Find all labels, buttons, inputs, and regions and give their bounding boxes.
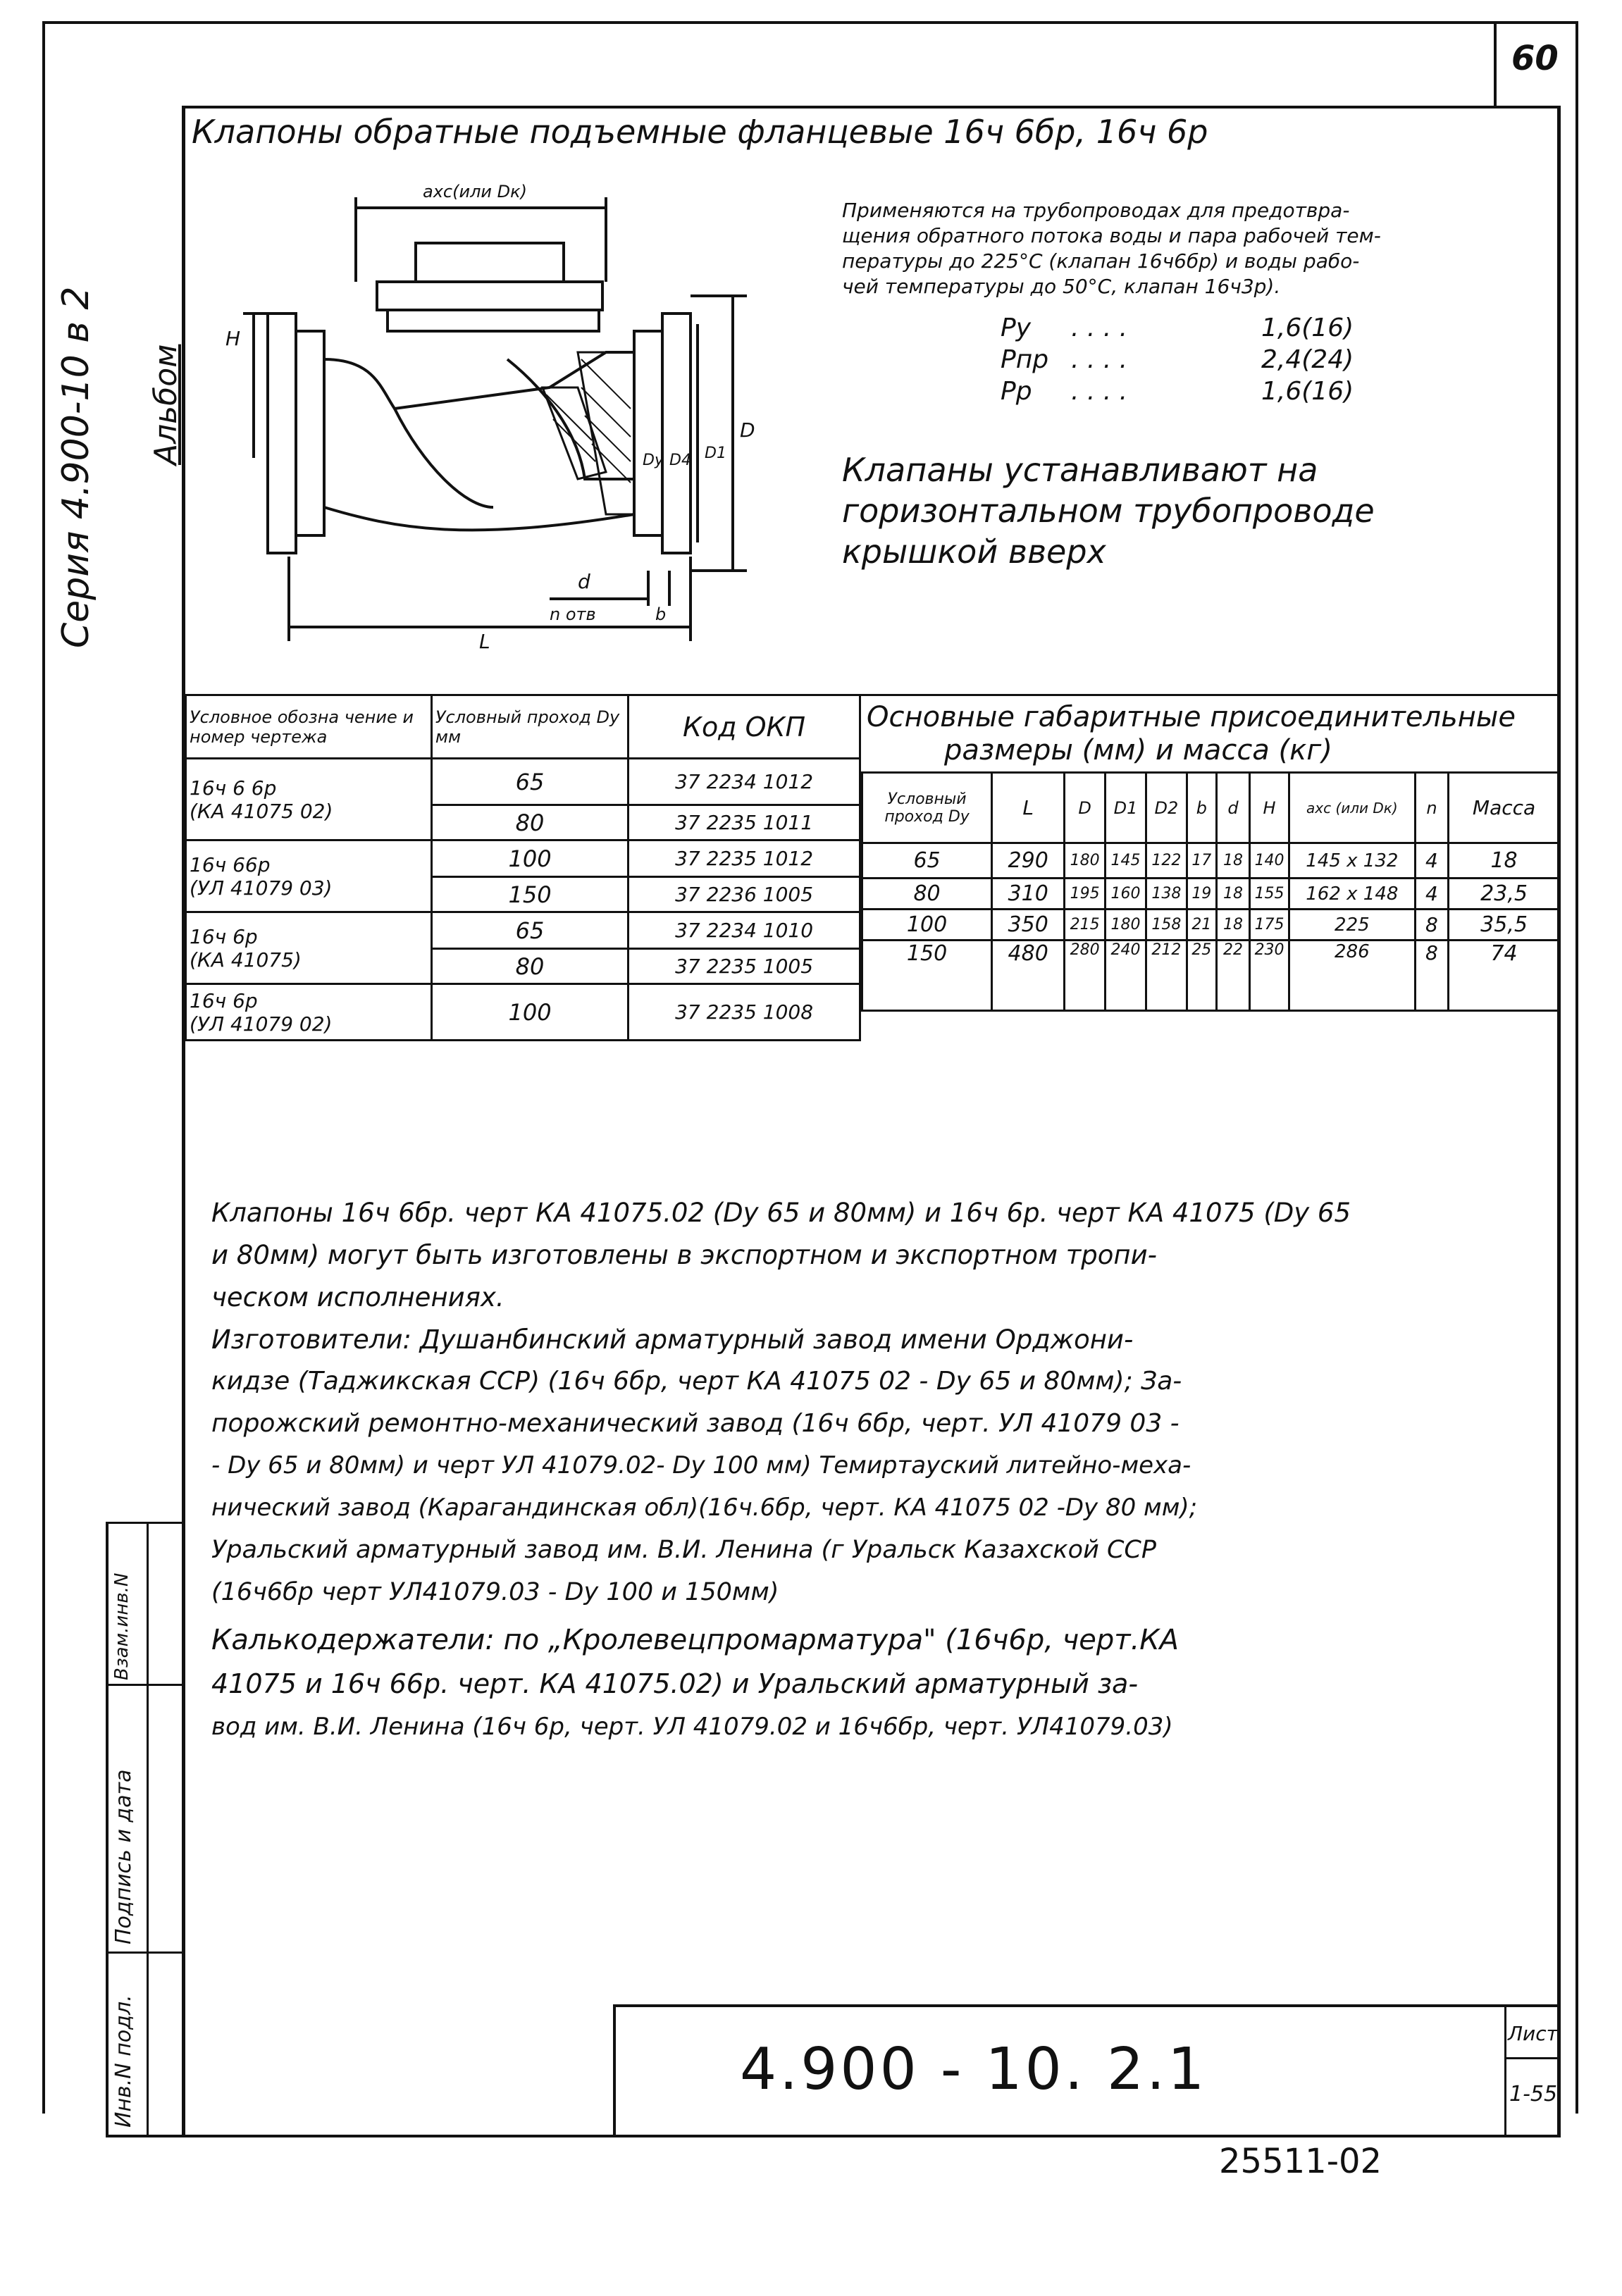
pressure-name: Ру: [1001, 314, 1032, 342]
cell: 145 x 132: [1289, 843, 1415, 879]
designation-table: [185, 694, 861, 1041]
intro-line: чей температуры до 50°С, клапан 16ч3р).: [842, 275, 1281, 298]
table-row: [186, 759, 432, 840]
header-cell: axc (или Dк): [1289, 773, 1415, 843]
dim-D4-label: D4: [669, 452, 691, 469]
dim-L-label: L: [479, 630, 490, 653]
archive-stamp: 25511-02: [1219, 2142, 1382, 2181]
dy-cell: 100: [431, 840, 628, 877]
install-note: горизонтальном трубопроводе: [842, 492, 1375, 530]
okp-cell: 37 2234 1010: [629, 912, 860, 949]
cell: 4: [1415, 843, 1448, 879]
intro-line: Применяются на трубопроводах для предотвра-: [842, 199, 1350, 222]
cell: 100: [862, 910, 992, 941]
body-line: 41075 и 16ч 66р. черт. КА 41075.02) и Уральский арматурный за-: [211, 1668, 1139, 1699]
cell: 21: [1187, 910, 1216, 941]
sheet-title: Клапоны обратные подъемные фланцевые 16ч 6бр, 16ч 6р: [192, 113, 1208, 151]
page-number: 60: [1511, 39, 1559, 78]
list-number: 1-55: [1509, 2082, 1558, 2106]
body-line: порожский ремонтно-механический завод (16ч 6бр, черт. УЛ 41079 03 -: [211, 1409, 1180, 1438]
body-line: Изготовители: Душанбинский арматурный завод имени Орджони-: [211, 1324, 1134, 1355]
cell: 215: [1065, 910, 1106, 941]
cell: 18: [1216, 879, 1249, 910]
cell: 8: [1415, 941, 1448, 1011]
group-drawing: (КА 41075 02): [190, 799, 333, 823]
okp-cell: 37 2235 1005: [629, 949, 860, 984]
dim-D1-label: D1: [705, 445, 726, 462]
dy-cell: 80: [431, 949, 628, 984]
body-line: вод им. В.И. Ленина (16ч 6р, черт. УЛ 41079.02 и 16ч6бр, черт. УЛ41079.03): [211, 1713, 1173, 1741]
body-line: нический завод (Карагандинская обл)(16ч.6бр, черт. КА 41075 02 -Dy 80 мм);: [211, 1494, 1198, 1522]
cell: 18: [1449, 843, 1560, 879]
cell: 80: [862, 879, 992, 910]
table-row: [862, 843, 1560, 879]
group-name: 16ч 66р: [190, 852, 271, 876]
cell: 138: [1146, 879, 1187, 910]
cell: 22: [1216, 941, 1249, 1011]
cell: 225: [1289, 910, 1415, 941]
dimensions-table: [861, 771, 1561, 1012]
cell: 140: [1250, 843, 1289, 879]
document-code: 4.900 - 10. 2.1: [740, 2036, 1208, 2103]
cell: 230: [1250, 941, 1289, 1011]
cell: 350: [992, 910, 1065, 941]
side-series-label: Серия 4.900-10 в 2: [55, 286, 97, 648]
cell: 17: [1187, 843, 1216, 879]
cell: 150: [862, 941, 992, 1011]
okp-cell: 37 2234 1012: [629, 759, 860, 805]
group-name: 16ч 6 6р: [190, 776, 277, 800]
cell: 19: [1187, 879, 1216, 910]
cell: 4: [1415, 879, 1448, 910]
dim-axc-label: axc(или Dк): [423, 182, 527, 201]
group-name: 16ч 6р: [190, 924, 258, 948]
cell: 155: [1250, 879, 1289, 910]
pressure-value: 1,6(16): [1261, 314, 1354, 342]
header-cell: Масса: [1449, 773, 1560, 843]
body-line: Уральский арматурный завод им. В.И. Ленина (г Уральск Казахской ССР: [211, 1536, 1156, 1564]
cell: 65: [862, 843, 992, 879]
cell: 145: [1106, 843, 1146, 879]
list-label: Лист: [1508, 2022, 1558, 2045]
header-cell: n: [1415, 773, 1448, 843]
cell: 286: [1289, 941, 1415, 1011]
side-album-label: Альбом: [148, 344, 184, 465]
intro-line: щения обратного потока воды и пара рабочей тем-: [842, 224, 1381, 247]
header-cell: H: [1250, 773, 1289, 843]
cell: 158: [1146, 910, 1187, 941]
dim-b-label: b: [655, 604, 667, 624]
dimensions-title-1: Основные габаритные присоединительные: [867, 701, 1516, 733]
table-row: [186, 984, 432, 1041]
body-line: Калькодержатели: по „Кролевецпромарматура" (16ч6р, черт.КА: [211, 1624, 1180, 1656]
dim-Dy-label: Dy: [643, 452, 664, 469]
body-line: и 80мм) могут быть изготовлены в экспортном и экспортном тропи-: [211, 1240, 1158, 1270]
cell: 280: [1065, 941, 1106, 1011]
cell: 35,5: [1449, 910, 1560, 941]
cell: 18: [1216, 843, 1249, 879]
table-row: [186, 912, 432, 984]
group-drawing: (УЛ 41079 03): [190, 876, 333, 900]
body-line: кидзе (Таджикская ССР) (16ч 6бр, черт КА 41075 02 - Dy 65 и 80мм); За-: [211, 1367, 1182, 1396]
cell: 74: [1449, 941, 1560, 1011]
pressure-dots: . . . .: [1071, 377, 1128, 406]
pressure-dots: . . . .: [1071, 314, 1128, 342]
dy-cell: 80: [431, 805, 628, 840]
group-drawing: (УЛ 41079 02): [190, 1012, 333, 1036]
header-dy: Условный проход Dy мм: [431, 695, 628, 759]
body-line: ческом исполнениях.: [211, 1282, 504, 1313]
body-line: (16ч6бр черт УЛ41079.03 - Dy 100 и 150мм): [211, 1578, 779, 1606]
pressure-name: Рпр: [1001, 345, 1049, 374]
cell: 195: [1065, 879, 1106, 910]
table-row: [862, 879, 1560, 910]
header-cell: b: [1187, 773, 1216, 843]
okp-cell: 37 2235 1011: [629, 805, 860, 840]
dim-n-label: n отв: [550, 604, 596, 624]
frame-label-replace: Взам.инв.N: [111, 1572, 132, 1680]
okp-cell: 37 2235 1008: [629, 984, 860, 1041]
cell: 162 x 148: [1289, 879, 1415, 910]
okp-cell: 37 2236 1005: [629, 877, 860, 912]
frame-label-inv: Инв.N подл.: [111, 1994, 136, 2128]
cell: 175: [1250, 910, 1289, 941]
header-cell: D: [1065, 773, 1106, 843]
frame-label-sign: Подпись и дата: [111, 1769, 136, 1944]
install-note: крышкой вверх: [842, 533, 1106, 571]
cell: 180: [1065, 843, 1106, 879]
cell: 25: [1187, 941, 1216, 1011]
cell: 122: [1146, 843, 1187, 879]
cell: 212: [1146, 941, 1187, 1011]
group-drawing: (КА 41075): [190, 948, 302, 972]
dim-D-label: D: [740, 418, 755, 442]
dim-H-label: H: [225, 327, 241, 350]
cell: 290: [992, 843, 1065, 879]
header-cell: D1: [1106, 773, 1146, 843]
cell: 18: [1216, 910, 1249, 941]
cell: 180: [1106, 910, 1146, 941]
cell: 240: [1106, 941, 1146, 1011]
pressure-dots: . . . .: [1071, 345, 1128, 374]
header-cell: d: [1216, 773, 1249, 843]
dy-cell: 65: [431, 912, 628, 949]
dy-cell: 65: [431, 759, 628, 805]
dy-cell: 150: [431, 877, 628, 912]
header-cell: D2: [1146, 773, 1187, 843]
pressure-value: 1,6(16): [1261, 377, 1354, 406]
table-row: [862, 910, 1560, 941]
header-cell: Условный проход Dy: [862, 773, 992, 843]
cell: 23,5: [1449, 879, 1560, 910]
header-designation: Условное обозна чение и номер чертежа: [186, 695, 432, 759]
body-line: Клапоны 16ч 6бр. черт КА 41075.02 (Dy 65 и 80мм) и 16ч 6р. черт КА 41075 (Dy 65: [211, 1198, 1351, 1228]
cell: 480: [992, 941, 1065, 1011]
body-line: - Dy 65 и 80мм) и черт УЛ 41079.02- Dy 100 мм) Темиртауский литейно-меха-: [211, 1451, 1191, 1479]
install-note: Клапаны устанавливают на: [842, 451, 1318, 489]
okp-cell: 37 2235 1012: [629, 840, 860, 877]
header-okp: Код ОКП: [629, 695, 860, 759]
dimensions-title-2: размеры (мм) и масса (кг): [944, 734, 1332, 767]
cell: 8: [1415, 910, 1448, 941]
pressure-name: Рр: [1001, 377, 1032, 406]
table-row: [186, 840, 432, 912]
pressure-value: 2,4(24): [1261, 345, 1354, 374]
table-row: [862, 941, 1560, 1011]
dy-cell: 100: [431, 984, 628, 1041]
header-cell: L: [992, 773, 1065, 843]
cell: 310: [992, 879, 1065, 910]
dim-d-label: d: [578, 570, 590, 593]
group-name: 16ч 6р: [190, 988, 258, 1012]
cell: 160: [1106, 879, 1146, 910]
intro-line: пературы до 225°С (клапан 16ч6бр) и воды рабо-: [842, 249, 1360, 273]
valve-drawing: [211, 176, 846, 683]
